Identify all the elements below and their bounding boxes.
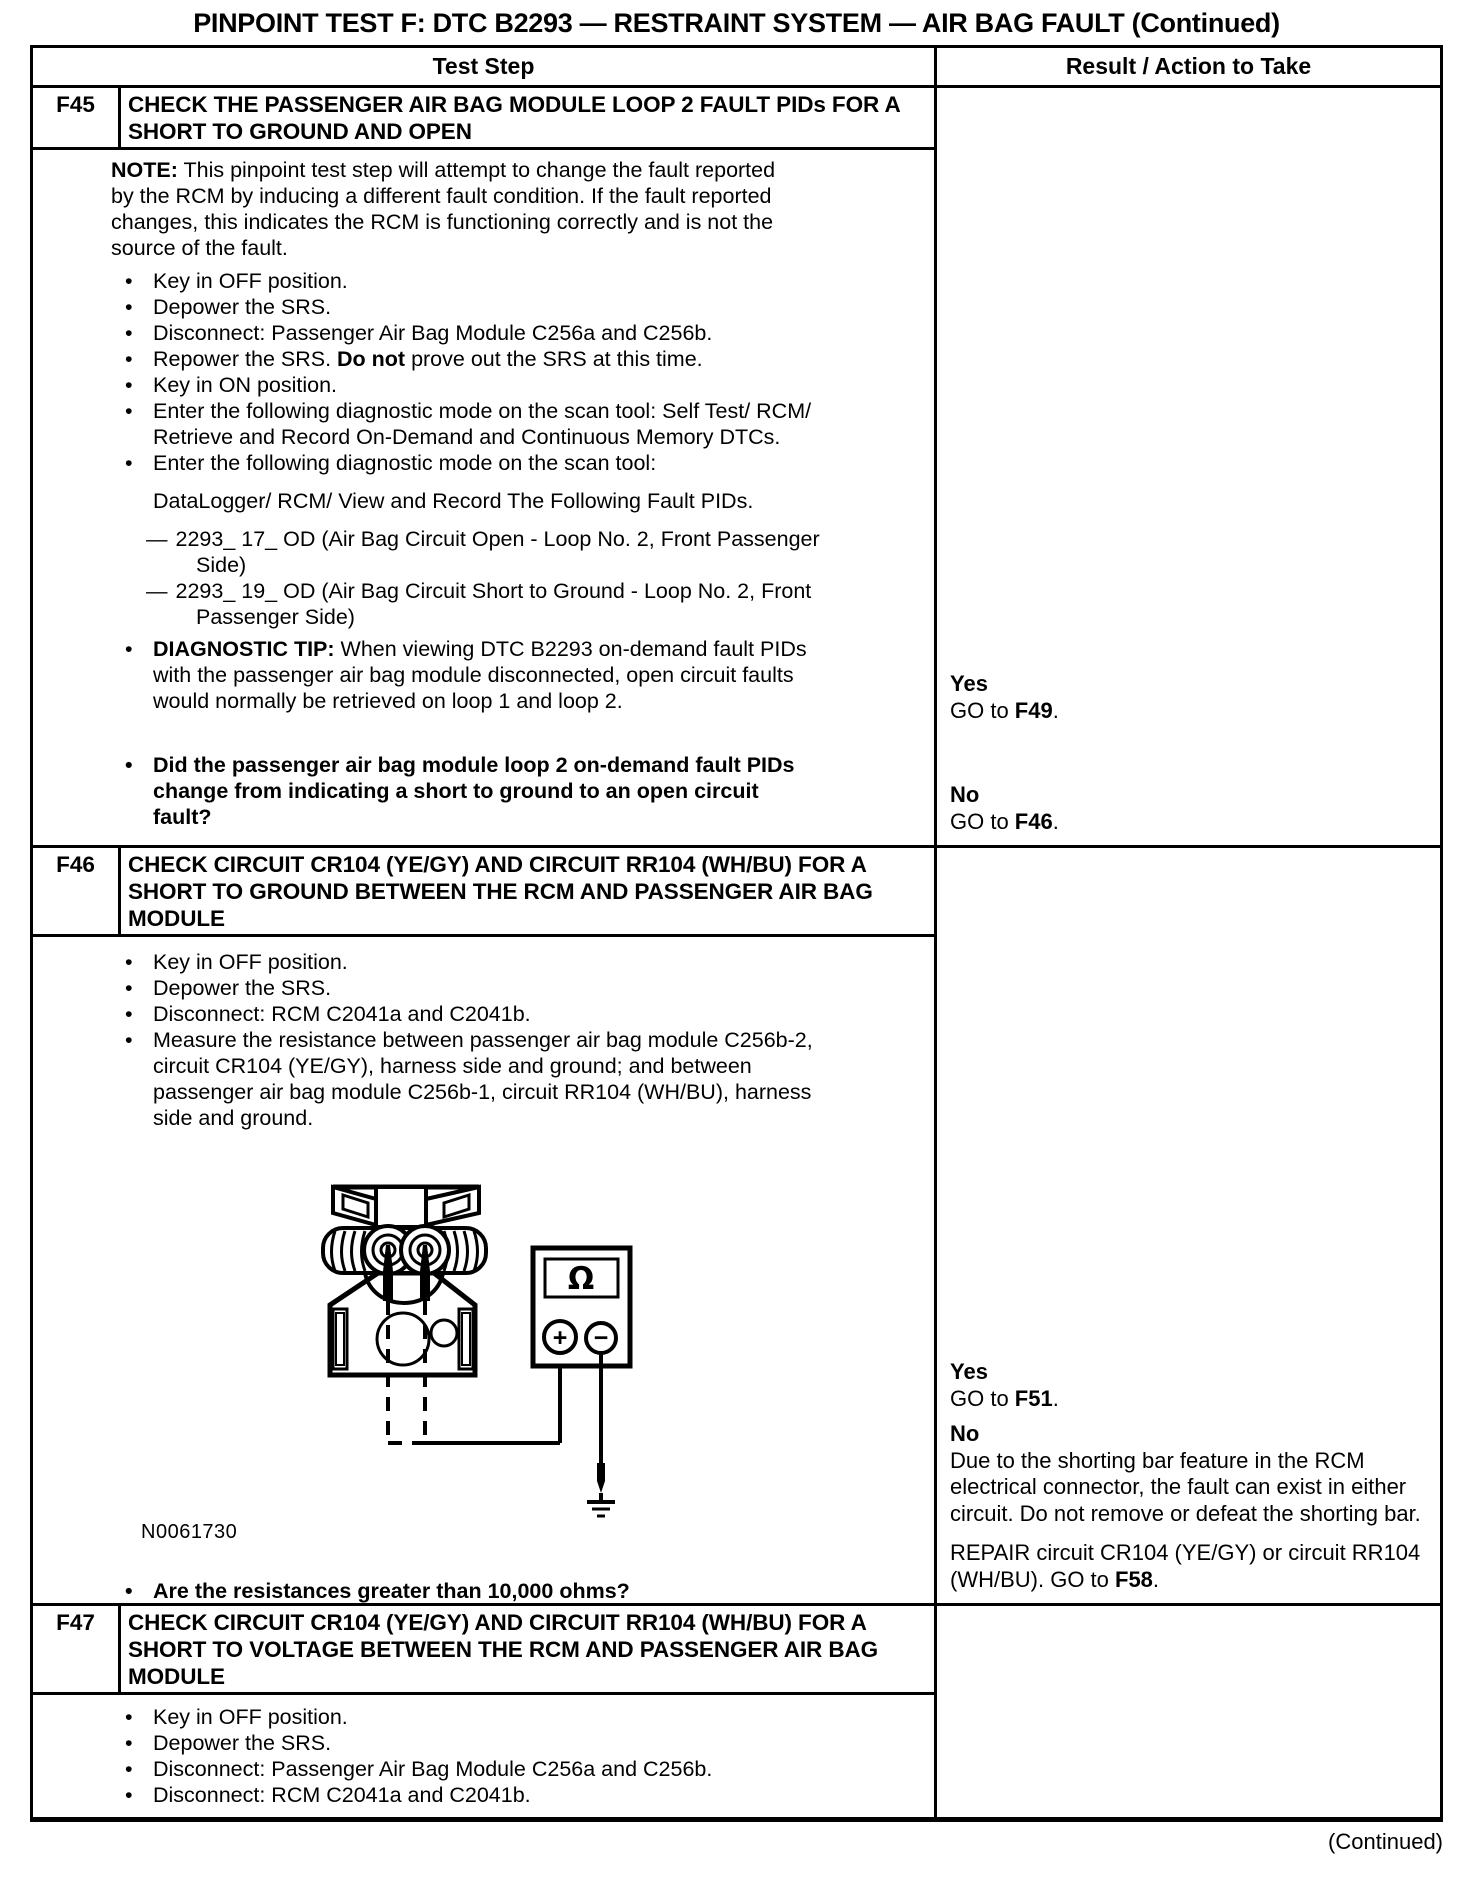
f45-tip-text: When viewing DTC B2293 on-demand fault PIDs with the passenger air bag module disconnected, open circuit faults would normally be retrieved on loop 1 and loop 2.: [153, 637, 807, 713]
action-target: F46: [1014, 808, 1053, 834]
page-title: PINPOINT TEST F: DTC B2293 — RESTRAINT SYSTEM — AIR BAG FAULT (Continued): [193, 8, 1280, 38]
list-item: [111, 268, 817, 294]
f45-tip-list: [111, 636, 817, 714]
instruction-text: Key in OFF position.: [153, 950, 348, 974]
action-target: F51: [1014, 1385, 1053, 1411]
bullet-icon: •: [125, 321, 133, 345]
f45-step-title: CHECK THE PASSENGER AIR BAG MODULE LOOP 2 FAULT PIDs FOR A SHORT TO GROUND AND OPEN: [128, 92, 900, 144]
bullet-icon: •: [125, 1579, 133, 1603]
f45-question-list: [111, 752, 817, 830]
ohm-symbol: Ω: [567, 1261, 595, 1297]
f45-question: Did the passenger air bag module loop 2 on-demand fault PIDs change from indicating a short to ground to an open circuit fault?: [153, 753, 795, 829]
plus-terminal-label: +: [552, 1324, 568, 1352]
action-text: GO to: [950, 1385, 1015, 1411]
f46-step-title: CHECK CIRCUIT CR104 (YE/GY) AND CIRCUIT RR104 (WH/BU) FOR A SHORT TO GROUND BETWEEN THE RCM AND PASSENGER AIR BAG MODULE: [128, 852, 873, 931]
instruction-text: Key in OFF position.: [153, 269, 348, 293]
list-item: [111, 398, 817, 450]
f45-instruction-list: [111, 268, 817, 476]
list-item: [111, 636, 817, 714]
f46-yes-label: Yes: [950, 1359, 988, 1384]
step-row-f47: [33, 1606, 1440, 1817]
list-item: [111, 1001, 817, 1027]
f46-question-list: [111, 1578, 817, 1603]
f46-test-step-cell: [33, 848, 937, 1603]
action-text: .: [1052, 697, 1059, 723]
bullet-icon: •: [125, 399, 133, 423]
pid-text: 2293_ 19_ OD (Air Bag Circuit Short to Ground - Loop No. 2, Front Passenger Side): [175, 579, 812, 629]
bullet-icon: •: [125, 451, 133, 475]
pinpoint-test-table: [30, 45, 1443, 1822]
bullet-icon: •: [125, 1731, 133, 1755]
f45-tip-label: DIAGNOSTIC TIP:: [153, 637, 335, 661]
action-target: F58: [1115, 1566, 1153, 1592]
f45-note-label: NOTE:: [111, 158, 178, 182]
list-item: [111, 1027, 817, 1131]
dash-icon: —: [146, 579, 168, 603]
f46-result-cell: [937, 848, 1440, 1603]
instruction-text: Disconnect: RCM C2041a and C2041b.: [153, 1002, 531, 1026]
f46-no-text: Due to the shorting bar feature in the RCM electrical connector, the fault can exist in either circuit. Do not remove or defeat the shorting bar.: [950, 1447, 1421, 1526]
f45-pid-item: [146, 526, 846, 578]
action-text: REPAIR circuit CR104 (YE/GY) or circuit RR104 (WH/BU). GO to: [950, 1540, 1421, 1592]
bullet-icon: •: [125, 373, 133, 397]
list-item: [111, 346, 817, 372]
f45-no-action: [950, 809, 1426, 836]
instruction-text: Key in OFF position.: [153, 1705, 348, 1729]
f46-step-number: F46: [33, 848, 121, 934]
instruction-text: Depower the SRS.: [153, 976, 332, 1000]
list-item: [111, 1730, 817, 1756]
instruction-text: Measure the resistance between passenger air bag module C256b-2, circuit CR104 (YE/GY), harness side and ground; and between passenger air bag module C256b-1, circuit RR104 (WH/BU), harness side and ground.: [153, 1028, 813, 1130]
f45-step-body: [33, 150, 934, 845]
instruction-text-bold: Do not: [337, 347, 406, 371]
ground-probe: [597, 1463, 605, 1493]
instruction-text: Depower the SRS.: [153, 295, 332, 319]
f45-yes-label: Yes: [950, 671, 988, 696]
f45-title-bar: [33, 88, 934, 150]
spacer: [950, 724, 1426, 782]
action-text: .: [1052, 808, 1059, 834]
dash-icon: —: [146, 527, 168, 551]
ohmmeter-test-illustration: [253, 1175, 673, 1535]
bullet-icon: •: [125, 637, 133, 661]
bullet-icon: •: [125, 1705, 133, 1729]
f47-title-bar: [33, 1606, 934, 1695]
instruction-text: Enter the following diagnostic mode on the scan tool:: [153, 451, 657, 475]
f47-test-step-cell: [33, 1606, 937, 1817]
list-item: [111, 752, 817, 830]
f47-instruction-list-a: [111, 1704, 817, 1756]
instruction-text: Disconnect: Passenger Air Bag Module C256a and C256b.: [153, 1757, 713, 1781]
column-header-result: Result / Action to Take: [1065, 53, 1312, 79]
list-item: [111, 320, 817, 346]
f46-step-body: [33, 937, 934, 1603]
instruction-text: Key in ON position.: [153, 373, 338, 397]
action-text: GO to: [950, 808, 1015, 834]
f45-no-label: No: [950, 782, 980, 807]
step-row-f45: [33, 88, 1440, 848]
list-item: [111, 1782, 817, 1808]
bullet-icon: •: [125, 1002, 133, 1026]
pid-text: 2293_ 17_ OD (Air Bag Circuit Open - Loop No. 2, Front Passenger Side): [175, 527, 820, 577]
spacer: [950, 1412, 1426, 1421]
f46-title-bar: [33, 848, 934, 937]
action-text: .: [1152, 1566, 1160, 1592]
bullet-icon: •: [125, 269, 133, 293]
instruction-text: Disconnect: Passenger Air Bag Module C256a and C256b.: [153, 321, 713, 345]
f46-yes-action: [950, 1386, 1426, 1413]
continued-note: (Continued): [1328, 1829, 1443, 1854]
instruction-text: Disconnect: RCM C2041a and C2041b.: [153, 1783, 531, 1807]
list-item: [111, 1578, 817, 1603]
f45-note-text: This pinpoint test step will attempt to change the fault reported by the RCM by inducing a different fault condition. If the fault reported changes, this indicates the RCM is functioning correctly and is not the source of the fault.: [111, 158, 776, 260]
bullet-icon: •: [125, 347, 133, 371]
column-header-test-step: Test Step: [33, 48, 937, 85]
list-item: [111, 1704, 817, 1730]
f47-step-body: [33, 1695, 934, 1817]
bullet-icon: •: [125, 976, 133, 1000]
f45-result-cell: [937, 88, 1440, 845]
instruction-text: Depower the SRS.: [153, 1731, 332, 1755]
instruction-text: Enter the following diagnostic mode on the scan tool: Self Test/ RCM/ Retrieve and Record On-Demand and Continuous Memory DTCs.: [153, 399, 812, 449]
f47-step-number: F47: [33, 1606, 121, 1692]
action-text: GO to: [950, 697, 1015, 723]
f47-result-cell: [937, 1606, 1440, 1817]
f45-test-step-cell: [33, 88, 937, 845]
f46-repair-action: [950, 1540, 1426, 1593]
f46-figure: [111, 1175, 920, 1573]
bullet-icon: •: [125, 1028, 133, 1052]
bullet-icon: •: [125, 1757, 133, 1781]
f47-instruction-list-b: [111, 1756, 817, 1808]
figure-reference-number: N0061730: [141, 1521, 238, 1543]
spacer: [950, 1527, 1426, 1540]
bullet-icon: •: [125, 950, 133, 974]
f46-instruction-list: [111, 949, 817, 1131]
ground-symbol-icon: [587, 1502, 615, 1516]
list-item: [111, 975, 817, 1001]
f45-note: [111, 157, 785, 261]
f46-no-label: No: [950, 1421, 980, 1446]
connector-drawing: [323, 1187, 560, 1443]
instruction-text: Repower the SRS.: [153, 347, 338, 371]
action-text: .: [1052, 1385, 1059, 1411]
instruction-text: prove out the SRS at this time.: [405, 347, 703, 371]
f46-question: Are the resistances greater than 10,000 ohms?: [153, 1579, 630, 1603]
f45-pid-item: [146, 578, 846, 630]
f45-datalogger-line: DataLogger/ RCM/ View and Record The Following Fault PIDs.: [153, 489, 754, 513]
f47-step-title: CHECK CIRCUIT CR104 (YE/GY) AND CIRCUIT RR104 (WH/BU) FOR A SHORT TO VOLTAGE BETWEEN THE RCM AND PASSENGER AIR BAG MODULE: [128, 1610, 879, 1689]
list-item: [111, 949, 817, 975]
table-header-row: [33, 48, 1440, 88]
list-item: [111, 294, 817, 320]
list-item: [111, 450, 817, 476]
list-item: [111, 372, 817, 398]
f45-yes-action: [950, 698, 1426, 725]
list-item: [111, 1756, 817, 1782]
f45-step-number: F45: [33, 88, 121, 147]
bullet-icon: •: [125, 753, 133, 777]
step-row-f46: [33, 848, 1440, 1606]
bullet-icon: •: [125, 1783, 133, 1807]
minus-terminal-label: −: [593, 1324, 609, 1352]
action-target: F49: [1014, 697, 1053, 723]
bullet-icon: •: [125, 295, 133, 319]
